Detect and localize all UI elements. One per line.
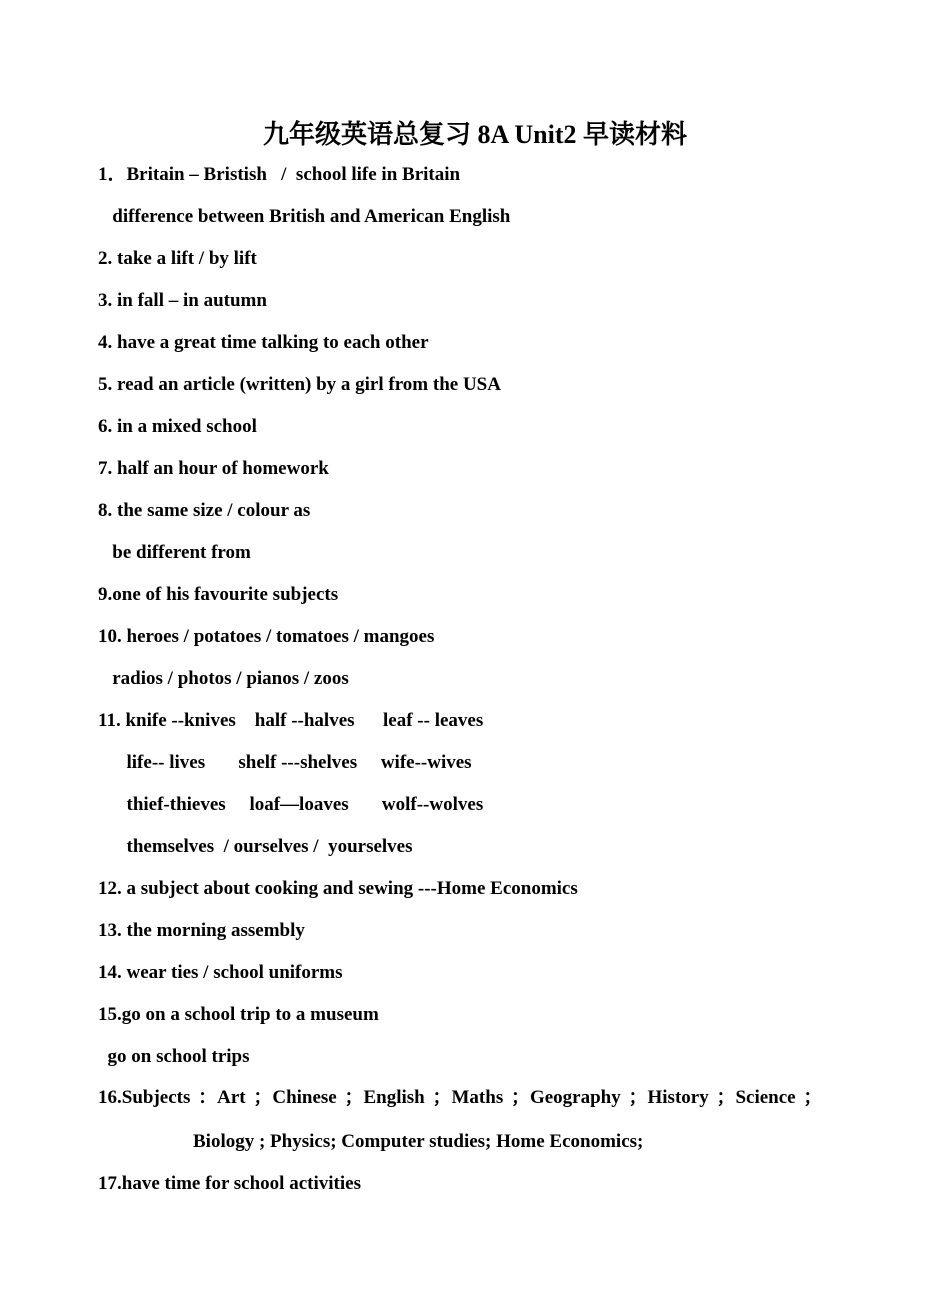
item-1-subline: difference between British and American English xyxy=(98,206,511,227)
item-11-subline-2: thief-thieves loaf—loaves wolf--wolves xyxy=(98,794,484,815)
item-6-line: 6. in a mixed school xyxy=(98,416,257,437)
item-8-subline: be different from xyxy=(98,542,251,563)
item-16-line: 16.Subjects ：Art ；Chinese ；English ；Maths ；Geography ；History ；Science ； xyxy=(98,1087,823,1108)
item-3-line: 3. in fall – in autumn xyxy=(98,290,267,311)
item-10-subline: radios / photos / pianos / zoos xyxy=(98,668,349,689)
document-title: 九年级英语总复习 8A Unit2 早读材料 xyxy=(263,120,687,149)
item-13-line: 13. the morning assembly xyxy=(98,920,305,941)
item-12-line: 12. a subject about cooking and sewing ---Home Economics xyxy=(98,878,578,899)
item-11-line: 11. knife --knives half --halves leaf -- leaves xyxy=(98,710,484,731)
item-10-line: 10. heroes / potatoes / tomatoes / mangoes xyxy=(98,626,435,647)
item-14-line: 14. wear ties / school uniforms xyxy=(98,962,343,983)
item-15-subline: go on school trips xyxy=(98,1046,250,1067)
item-17-line: 17.have time for school activities xyxy=(98,1173,361,1194)
item-9-line: 9.one of his favourite subjects xyxy=(98,584,339,605)
item-11-subline-1: life-- lives shelf ---shelves wife--wives xyxy=(98,752,472,773)
item-16-subline: Biology ; Physics; Computer studies; Home Economics; xyxy=(98,1131,644,1152)
item-1-line: 1．Britain – Bristish / school life in Britain xyxy=(98,164,461,185)
item-8-line: 8. the same size / colour as xyxy=(98,500,311,521)
item-4-line: 4. have a great time talking to each other xyxy=(98,332,429,353)
item-5-line: 5. read an article (written) by a girl from the USA xyxy=(98,374,501,395)
item-11-subline-3: themselves / ourselves / yourselves xyxy=(98,836,413,857)
item-7-line: 7. half an hour of homework xyxy=(98,458,329,479)
item-15-line: 15.go on a school trip to a museum xyxy=(98,1004,379,1025)
item-2-line: 2. take a lift / by lift xyxy=(98,248,257,269)
